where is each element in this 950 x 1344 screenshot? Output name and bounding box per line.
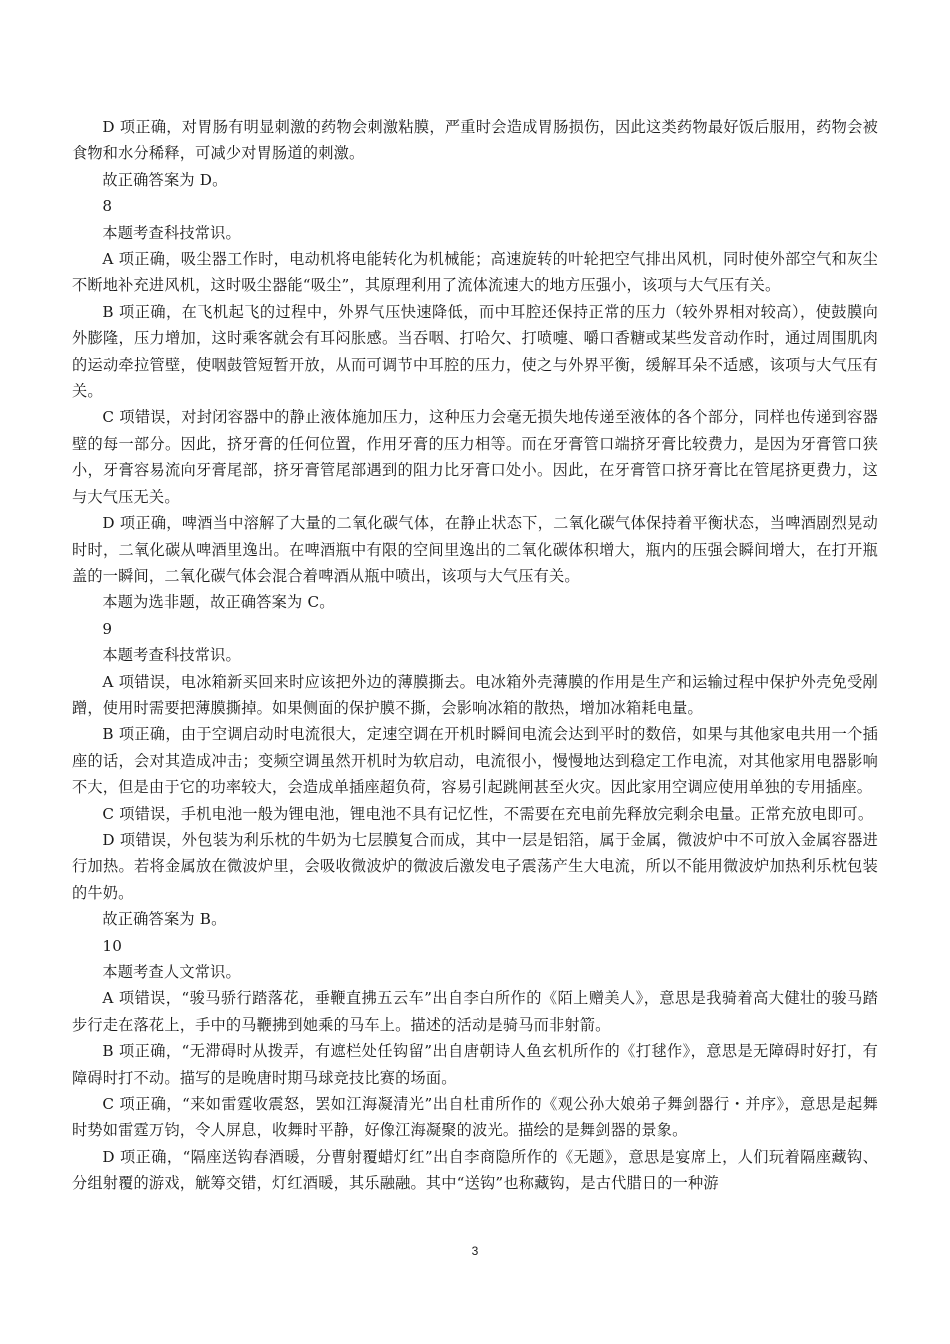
paragraph: D 项错误，外包装为利乐枕的牛奶为七层膜复合而成，其中一层是铝箔，属于金属，微波炉中不可放入金属容器进行加热。若将金属放在微波炉里，会吸收微波炉的微波后激发电子震荡产生大电流，所以不能用微波炉加热利乐枕包装的牛奶。 xyxy=(72,830,878,902)
paragraph: A 项错误，电冰箱新买回来时应该把外边的薄膜撕去。电冰箱外壳薄膜的作用是生产和运输过程中保护外壳免受剐蹭，使用时需要把薄膜撕掉。如果侧面的保护膜不撕，会影响冰箱的散热，增加冰箱耗电量。 xyxy=(72,672,878,717)
paragraph: D 项正确，“隔座送钩春酒暖，分曹射覆蜡灯红”出自李商隐所作的《无题》，意思是宴席上，人们玩着隔座藏钩、分组射覆的游戏，觥筹交错，灯红酒暖，其乐融融。其中“送钩”也称藏钩，是古代腊日的一种游 xyxy=(72,1147,878,1193)
paragraph: B 项正确，在飞机起飞的过程中，外界气压快速降低，而中耳腔还保持正常的压力（较外界相对较高），使鼓膜向外膨隆，压力增加，这时乘客就会有耳闷胀感。当吞咽、打哈欠、打喷嚏、嚼口香糖或某些发音动作时，通过周围肌肉的运动牵拉管壁，使咽鼓管短暂开放，从而可调节中耳腔的压力，使之与外界平衡，缓解耳朵不适感，该项与大气压有关。 xyxy=(72,302,878,401)
question-number: 9 xyxy=(102,619,113,638)
paragraph: D 项正确，啤酒当中溶解了大量的二氧化碳气体，在静止状态下，二氧化碳气体保持着平衡状态，当啤酒剧烈晃动时时，二氧化碳从啤酒里逸出。在啤酒瓶中有限的空间里逸出的二氧化碳体积增大，瓶内的压强会瞬间增大，在打开瓶盖的一瞬间，二氧化碳气体会混合着啤酒从瓶中喷出，该项与大气压有关。 xyxy=(72,514,878,585)
topic-line: 本题考查人文常识。 xyxy=(102,963,241,981)
answer-line: 故正确答案为 D。 xyxy=(102,170,228,189)
paragraph: B 项正确，由于空调启动时电流很大，定速空调在开机时瞬间电流会达到平时的数倍，如果与其他家电共用一个插座的话，会对其造成冲击；变频空调虽然开机时为软启动，电流很小，慢慢地达到稳定工作电流，对其他家用电器影响不大，但是由于它的功率较大，会造成单插座超负荷，容易引起跳闸甚至火灾。因此家用空调应使用单独的专用插座。 xyxy=(72,725,878,797)
question-number: 10 xyxy=(102,936,123,955)
topic-line: 本题考查科技常识。 xyxy=(102,646,241,665)
paragraph: C 项错误，手机电池一般为锂电池，锂电池不具有记忆性，不需要在充电前先释放完剩余电量。正常充放电即可。 xyxy=(102,804,874,823)
document-body xyxy=(72,114,878,1197)
answer-line: 本题为选非题，故正确答案为 C。 xyxy=(102,593,335,612)
paragraph: C 项正确，“来如雷霆收震怒，罢如江海凝清光”出自杜甫所作的《观公孙大娘弟子舞剑器行・并序》，意思是起舞时势如雷霆万钧，令人屏息，收舞时平静，好像江海凝聚的波光。描绘的是舞剑器的景象。 xyxy=(72,1095,878,1140)
paragraph: B 项正确，“无滞碍时从拨弄，有遮栏处任钩留”出自唐朝诗人鱼玄机所作的《打毬作》，意思是无障碍时好打，有障碍时打不动。描写的是晚唐时期马球竞技比赛的场面。 xyxy=(72,1042,878,1087)
paragraph: A 项正确，吸尘器工作时，电动机将电能转化为机械能；高速旋转的叶轮把空气排出风机，同时使外部空气和灰尘不断地补充进风机，这时吸尘器能“吸尘”，其原理利用了流体流速大的地方压强小，该项与大气压有关。 xyxy=(72,250,878,295)
paragraph: A 项错误，“骏马骄行踏落花，垂鞭直拂五云车”出自李白所作的《陌上赠美人》，意思是我骑着高大健壮的骏马踏步行走在落花上，手中的马鞭拂到她乘的马车上。描述的活动是骑马而非射箭。 xyxy=(72,989,878,1034)
paragraph: C 项错误，对封闭容器中的静止液体施加压力，这种压力会毫无损失地传递至液体的各个部分，同样也传递到容器壁的每一部分。因此，挤牙膏的任何位置，作用牙膏的压力相等。而在牙膏管口端挤牙膏比较费力，是因为牙膏管口狭小，牙膏容易流向牙膏尾部，挤牙膏管尾部遇到的阻力比牙膏口处小。因此，在牙膏管口挤牙膏比在管尾挤更费力，这与大气压无关。 xyxy=(72,408,878,506)
paragraph: D 项正确，对胃肠有明显刺激的药物会刺激粘膜，严重时会造成胃肠损伤，因此这类药物最好饭后服用，药物会被食物和水分稀释，可减少对胃肠道的刺激。 xyxy=(72,118,878,163)
question-number: 8 xyxy=(102,197,113,216)
page-number: 3 xyxy=(471,1244,479,1258)
topic-line: 本题考查科技常识。 xyxy=(102,223,241,242)
answer-line: 故正确答案为 B。 xyxy=(102,910,227,929)
